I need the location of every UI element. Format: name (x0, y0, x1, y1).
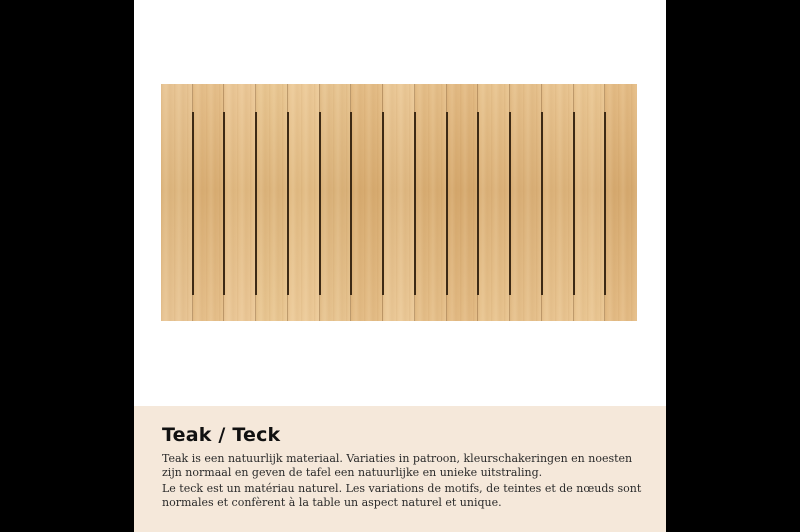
plank (320, 84, 352, 321)
plank (542, 84, 574, 321)
plank (510, 84, 542, 321)
material-info-section (134, 406, 666, 532)
plank-gap (509, 112, 511, 295)
plank (288, 84, 320, 321)
plank (351, 84, 383, 321)
plank-gap (287, 112, 289, 295)
product-panel (134, 0, 666, 532)
plank-gap (573, 112, 575, 295)
teak-tabletop-image (161, 84, 637, 321)
plank (478, 84, 510, 321)
plank (256, 84, 288, 321)
plank-gap (223, 112, 225, 295)
plank (605, 84, 637, 321)
plank-gap (382, 112, 384, 295)
material-title: Teak / Teck (162, 424, 281, 446)
plank-gap (477, 112, 479, 295)
plank-gap (446, 112, 448, 295)
plank (193, 84, 225, 321)
plank-gap (541, 112, 543, 295)
plank (224, 84, 256, 321)
plank (447, 84, 479, 321)
plank-gap (255, 112, 257, 295)
plank (383, 84, 415, 321)
description-french: Le teck est un matériau naturel. Les variations de motifs, de teintes et de nœuds sont normales et confèrent à la table un aspect naturel et unique. (162, 482, 642, 509)
description-dutch: Teak is een natuurlijk materiaal. Variaties in patroon, kleurschakeringen en noesten zijn normaal en geven de tafel een natuurlijke en unieke uitstraling. (162, 452, 633, 479)
plank-gap (350, 112, 352, 295)
plank-gap (192, 112, 194, 295)
plank (161, 84, 193, 321)
plank-gap (319, 112, 321, 295)
plank-gap (604, 112, 606, 295)
plank (574, 84, 606, 321)
plank-gap (414, 112, 416, 295)
plank (415, 84, 447, 321)
